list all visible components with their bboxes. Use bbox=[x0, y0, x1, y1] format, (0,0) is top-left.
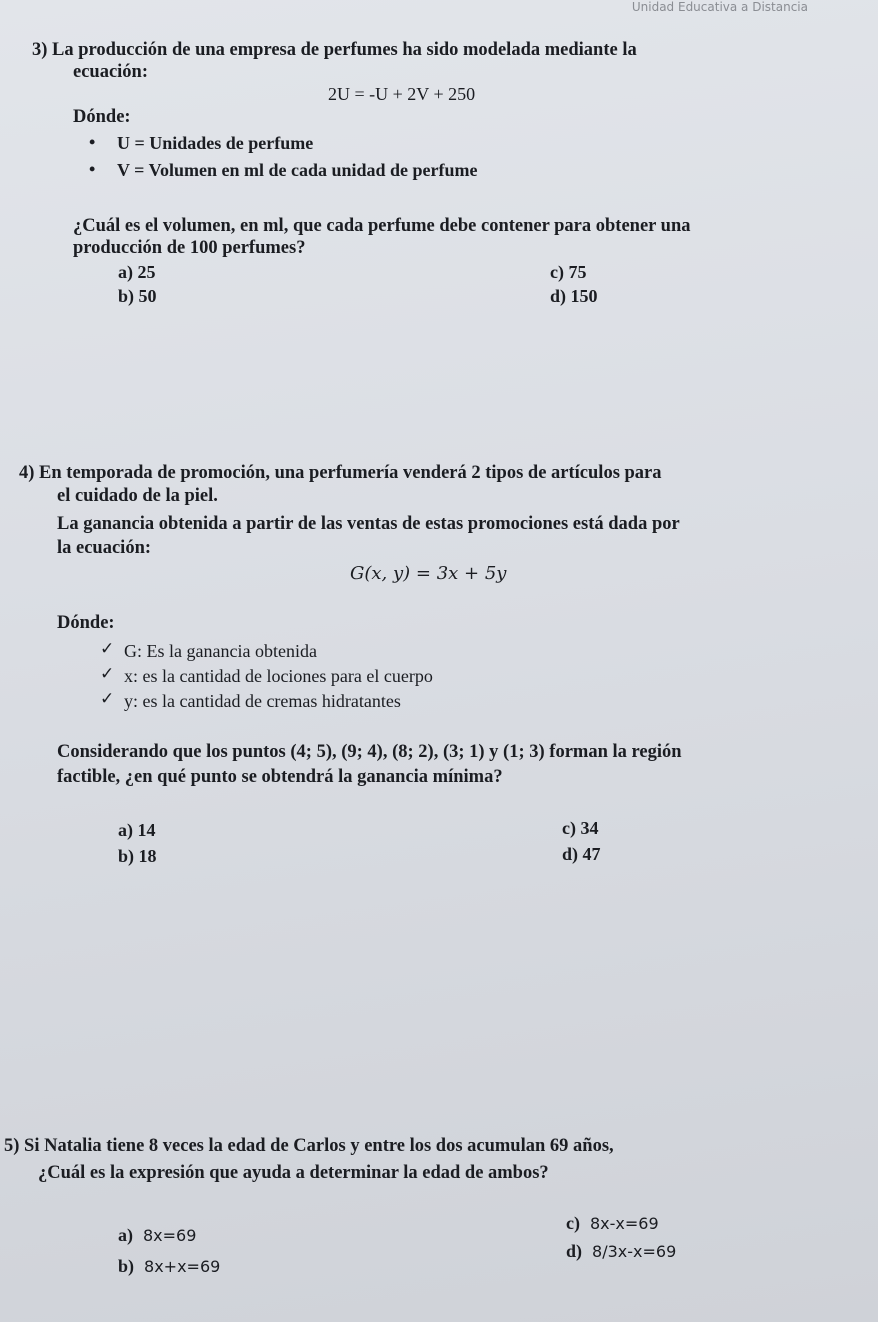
q4-check-x: ✓ x: es la cantidad de lociones para el cuerpo bbox=[100, 664, 433, 686]
q5-option-a: a) 8x=69 bbox=[118, 1225, 197, 1245]
q4-line1: 4) En temporada de promoción, una perfumería venderá 2 tipos de artículos para bbox=[19, 463, 662, 483]
q3-question-line1: ¿Cuál es el volumen, en ml, que cada perfume debe contener para obtener una bbox=[73, 216, 691, 236]
q4-check-g: ✓ G: Es la ganancia obtenida bbox=[100, 639, 317, 661]
q4-equation: G(x, y) = 3x + 5y bbox=[350, 563, 507, 584]
q3-line1: 3) La producción de una empresa de perfumes ha sido modelada mediante la bbox=[32, 40, 637, 60]
q5-line1: 5) Si Natalia tiene 8 veces la edad de Carlos y entre los dos acumulan 69 años, bbox=[4, 1136, 614, 1156]
q3-equation: 2U = -U + 2V + 250 bbox=[328, 84, 476, 104]
q5-option-d: d) 8/3x-x=69 bbox=[566, 1241, 677, 1261]
q4-option-b: b) 18 bbox=[118, 846, 157, 866]
checkmark-icon: ✓ bbox=[100, 639, 115, 658]
q3-option-b: b) 50 bbox=[118, 286, 157, 306]
q4-where: Dónde: bbox=[57, 613, 115, 633]
q3-bullet-u: • U = Unidades de perfume bbox=[117, 133, 313, 154]
q4-option-a: a) 14 bbox=[118, 820, 156, 840]
q4-line4: la ecuación: bbox=[57, 538, 152, 558]
q5-line2: ¿Cuál es la expresión que ayuda a determinar la edad de ambos? bbox=[38, 1163, 549, 1183]
q3-option-d: d) 150 bbox=[550, 286, 598, 306]
q4-question-line1: Considerando que los puntos (4; 5), (9; 4), (8; 2), (3; 1) y (1; 3) forman la región bbox=[57, 742, 682, 762]
q5-option-c: c) 8x-x=69 bbox=[566, 1213, 659, 1233]
q4-option-d: d) 47 bbox=[562, 844, 601, 864]
q4-line2: el cuidado de la piel. bbox=[57, 486, 218, 506]
q5-option-b: b) 8x+x=69 bbox=[118, 1256, 221, 1276]
q4-check-y: ✓ y: es la cantidad de cremas hidratantes bbox=[100, 689, 401, 711]
q3-where: Dónde: bbox=[73, 107, 131, 127]
header-text: Unidad Educativa a Distancia bbox=[631, 0, 808, 14]
checkmark-icon: ✓ bbox=[100, 664, 115, 683]
q3-option-c: c) 75 bbox=[550, 262, 587, 282]
checkmark-icon: ✓ bbox=[100, 689, 115, 708]
q4-question-line2: factible, ¿en qué punto se obtendrá la ganancia mínima? bbox=[57, 767, 503, 787]
q3-question-line2: producción de 100 perfumes? bbox=[73, 238, 306, 258]
q3-bullet-v: • V = Volumen en ml de cada unidad de perfume bbox=[117, 160, 477, 181]
q4-line3: La ganancia obtenida a partir de las ventas de estas promociones está dada por bbox=[57, 514, 680, 534]
q3-line2: ecuación: bbox=[73, 62, 149, 82]
q3-option-a: a) 25 bbox=[118, 262, 156, 282]
q4-option-c: c) 34 bbox=[562, 818, 599, 838]
